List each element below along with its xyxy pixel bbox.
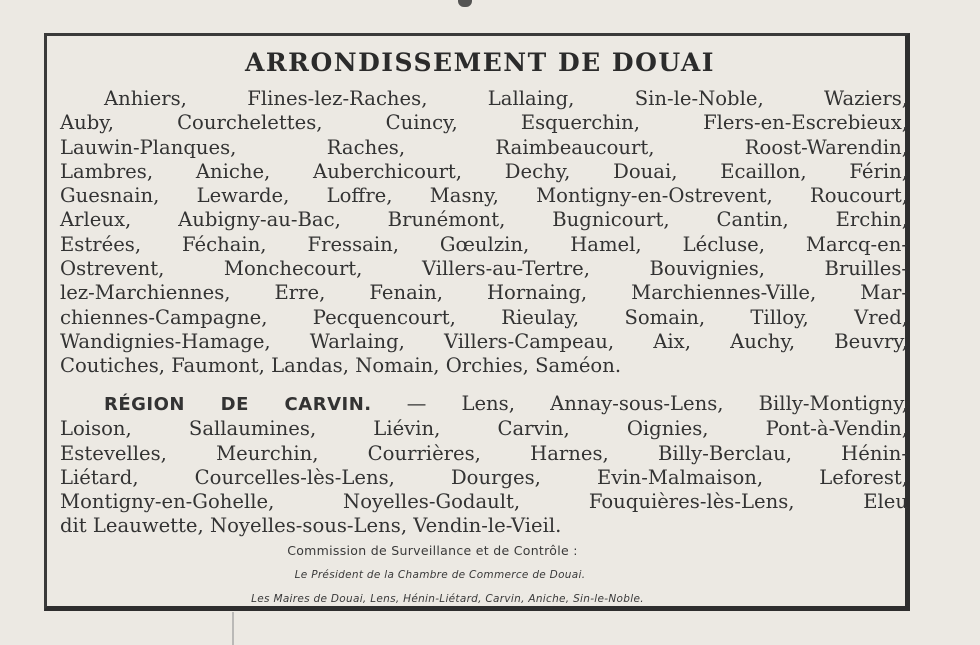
communes-line: Lauwin-Planques, Raches, Raimbeaucourt, Roost-Warendin, — [60, 135, 908, 159]
region-carvin-section — [60, 392, 908, 539]
communes-line: Wandignies-Hamage, Warlaing, Villers-Campeau, Aix, Auchy, Beuvry, — [60, 329, 908, 353]
communes-line: chiennes-Campagne, Pecquencourt, Rieulay, Somain, Tilloy, Vred, — [60, 305, 908, 329]
region-first-line — [60, 392, 908, 417]
region-line: Estevelles, Meurchin, Courrières, Harnes, Billy-Berclau, Hénin- — [60, 441, 908, 465]
communes-line: Estrées, Féchain, Fressain, Gœulzin, Hamel, Lécluse, Marcq-en- — [60, 232, 908, 256]
communes-line: lez-Marchiennes, Erre, Fenain, Hornaing, Marchiennes-Ville, Mar- — [60, 281, 908, 305]
communes-line: Auby, Courchelettes, Cuincy, Esquerchin, Flers-en-Escrebieux, — [60, 111, 908, 135]
commission-heading: Commission de Surveillance et de Contrôle : — [287, 543, 578, 558]
paper-crease — [232, 612, 234, 645]
communes-line: Lambres, Aniche, Auberchicourt, Dechy, Douai, Ecaillon, Férin, — [60, 159, 908, 183]
region-line: Liétard, Courcelles-lès-Lens, Dourges, Evin-Malmaison, Leforest, — [60, 465, 908, 489]
region-line: Loison, Sallaumines, Liévin, Carvin, Oignies, Pont-à-Vendin, — [60, 417, 908, 441]
region-line: Lens, Annay-sous-Lens, Billy-Montigny, — [461, 392, 908, 415]
president-line: Le Président de la Chambre de Commerce de Douai. — [294, 569, 586, 581]
communes-line: Guesnain, Lewarde, Loffre, Masny, Montigny-en-Ostrevent, Roucourt, — [60, 184, 908, 208]
communes-list — [60, 87, 908, 379]
region-line: dit Leauwette, Noyelles-sous-Lens, Vendin-le-Vieil. — [60, 514, 562, 538]
communes-line: Coutiches, Faumont, Landas, Nomain, Orchies, Saméon. — [60, 354, 622, 378]
region-dash: — — [371, 392, 462, 415]
maires-line: Les Maires de Douai, Lens, Hénin-Liétard, Carvin, Aniche, Sin-le-Noble. — [251, 593, 644, 605]
communes-line: Arleux, Aubigny-au-Bac, Brunémont, Bugnicourt, Cantin, Erchin, — [60, 208, 908, 232]
communes-line: Anhiers, Flines-lez-Raches, Lallaing, Sin-le-Noble, Waziers, — [104, 87, 908, 110]
paper-mark — [458, 0, 472, 7]
document-title: ARRONDISSEMENT DE DOUAI — [245, 48, 715, 77]
region-heading: RÉGION DE CARVIN. — [104, 394, 372, 415]
region-line: Montigny-en-Gohelle, Noyelles-Godault, Fouquières-lès-Lens, Eleu — [60, 490, 908, 514]
communes-line: Ostrevent, Monchecourt, Villers-au-Tertre, Bouvignies, Bruilles- — [60, 257, 908, 281]
